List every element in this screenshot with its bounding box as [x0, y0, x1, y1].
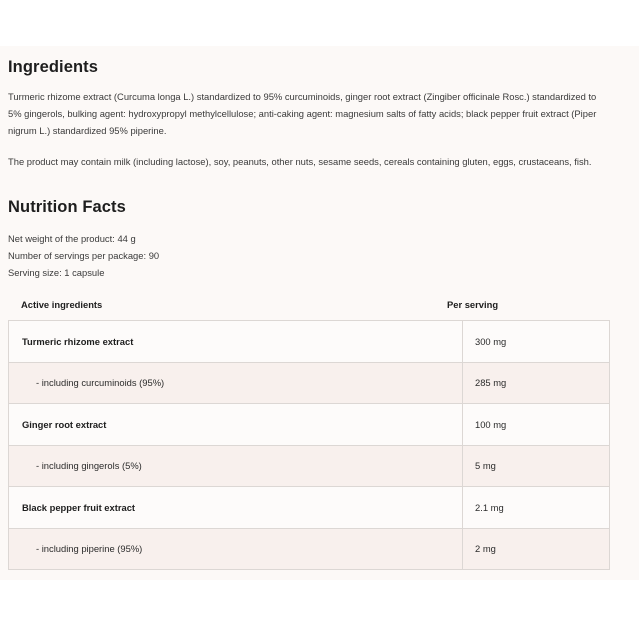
ingredient-amount: 100 mg — [463, 404, 610, 446]
ingredient-amount: 300 mg — [463, 321, 610, 363]
ingredient-amount: 5 mg — [463, 445, 610, 487]
nutrition-table-header — [8, 290, 610, 320]
ingredient-name: - including curcuminoids (95%) — [9, 362, 463, 404]
ingredients-text: Turmeric rhizome extract (Curcuma longa L.) standardized to 95% curcuminoids, ginger root extract (Zingiber officinale Rosc.) standardized to 5% gingerols, bulking agent: hydroxypropyl methylcellulose; anti-caking agent: magnesium salts of fatty acids; black pepper fruit extract (Piper nigrum L.) standardized 95% piperine. — [8, 91, 597, 136]
ingredient-name: - including gingerols (5%) — [9, 445, 463, 487]
ingredient-amount: 2 mg — [463, 528, 610, 570]
nutrition-table — [8, 320, 610, 570]
servings-per-package: Number of servings per package: 90 — [8, 250, 160, 261]
table-row — [9, 404, 610, 446]
ingredient-amount: 285 mg — [463, 362, 610, 404]
ingredients-heading: Ingredients — [8, 58, 99, 76]
allergen-warning: The product may contain milk (including lactose), soy, peanuts, other nuts, sesame seeds, cereals containing gluten, eggs, crustaceans, fish. — [8, 156, 592, 167]
serving-size: Serving size: 1 capsule — [8, 267, 105, 278]
ingredient-name: Ginger root extract — [9, 404, 463, 446]
header-per-serving: Per serving — [447, 299, 499, 310]
table-row — [9, 321, 610, 363]
table-row — [9, 362, 610, 404]
table-row — [9, 445, 610, 487]
table-row — [9, 528, 610, 570]
nutrition-facts-heading: Nutrition Facts — [8, 198, 126, 216]
product-info-panel — [0, 46, 639, 580]
table-row — [9, 487, 610, 529]
net-weight: Net weight of the product: 44 g — [8, 233, 136, 244]
ingredient-name: Black pepper fruit extract — [9, 487, 463, 529]
ingredient-amount: 2.1 mg — [463, 487, 610, 529]
ingredient-name: Turmeric rhizome extract — [9, 321, 463, 363]
ingredient-name: - including piperine (95%) — [9, 528, 463, 570]
nutrition-summary — [8, 230, 159, 281]
header-active-ingredients: Active ingredients — [21, 299, 103, 310]
